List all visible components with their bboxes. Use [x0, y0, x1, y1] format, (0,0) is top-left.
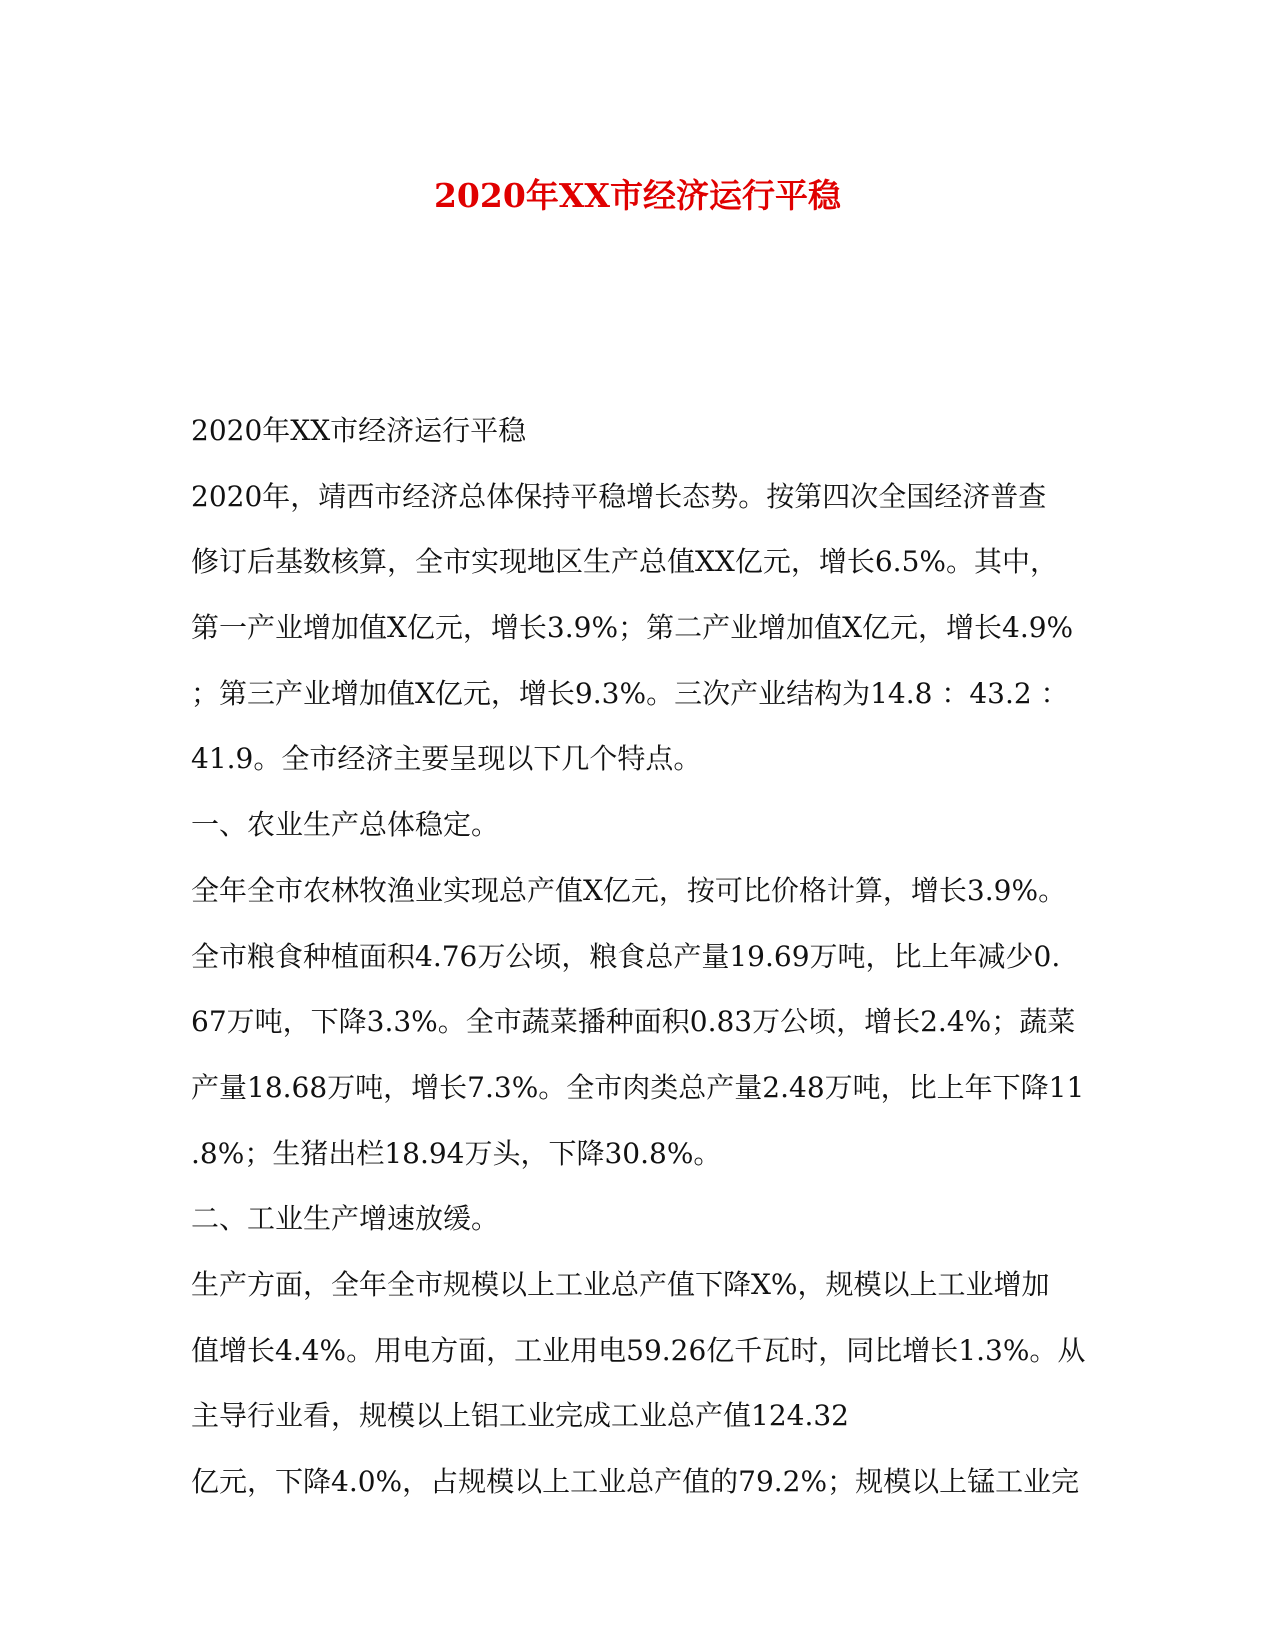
body-line: 全年全市农林牧渔业实现总产值X亿元，按可比价格计算，增长3.9%。: [191, 873, 1067, 907]
body-line: .8%；生猪出栏18.94万头，下降30.8%。: [191, 1136, 722, 1170]
body-line: 修订后基数核算，全市实现地区生产总值XX亿元，增长6.5%。其中，: [191, 545, 1059, 579]
body-line: 2020年，靖西市经济总体保持平稳增长态势。按第四次全国经济普查: [191, 479, 1047, 513]
body-line: ；第三产业增加值X亿元，增长9.3%。三次产业结构为14.8 ：43.2 ：: [191, 676, 1069, 710]
body-line: 2020年XX市经济运行平稳: [191, 414, 527, 447]
body-line: 值增长4.4%。用电方面，工业用电59.26亿千瓦时，同比增长1.3%。从: [191, 1333, 1086, 1367]
body-line: 67万吨，下降3.3%。全市蔬菜播种面积0.83万公顷，增长2.4%；蔬菜: [191, 1005, 1076, 1039]
document-title: 2020年XX市经济运行平稳: [433, 176, 842, 215]
body-line: 41.9。全市经济主要呈现以下几个特点。: [191, 742, 702, 776]
body-line: 产量18.68万吨，增长7.3%。全市肉类总产量2.48万吨，比上年下降11: [191, 1070, 1085, 1104]
body-line: 亿元，下降4.0%，占规模以上工业总产值的79.2%；规模以上锰工业完: [191, 1465, 1080, 1498]
section-heading: 一、农业生产总体稳定。: [191, 808, 500, 842]
body-line: 生产方面，全年全市规模以上工业总产值下降X%，规模以上工业增加: [191, 1267, 1050, 1301]
body-line: 全市粮食种植面积4.76万公顷，粮食总产量19.69万吨，比上年减少0.: [191, 939, 1061, 973]
body-line: 主导行业看，规模以上铝工业完成工业总产值124.32: [191, 1399, 849, 1433]
section-heading: 二、工业生产增速放缓。: [191, 1202, 500, 1236]
document-body: [191, 414, 1091, 1531]
body-line: 第一产业增加值X亿元，增长3.9%；第二产业增加值X亿元，增长4.9%: [191, 611, 1074, 645]
